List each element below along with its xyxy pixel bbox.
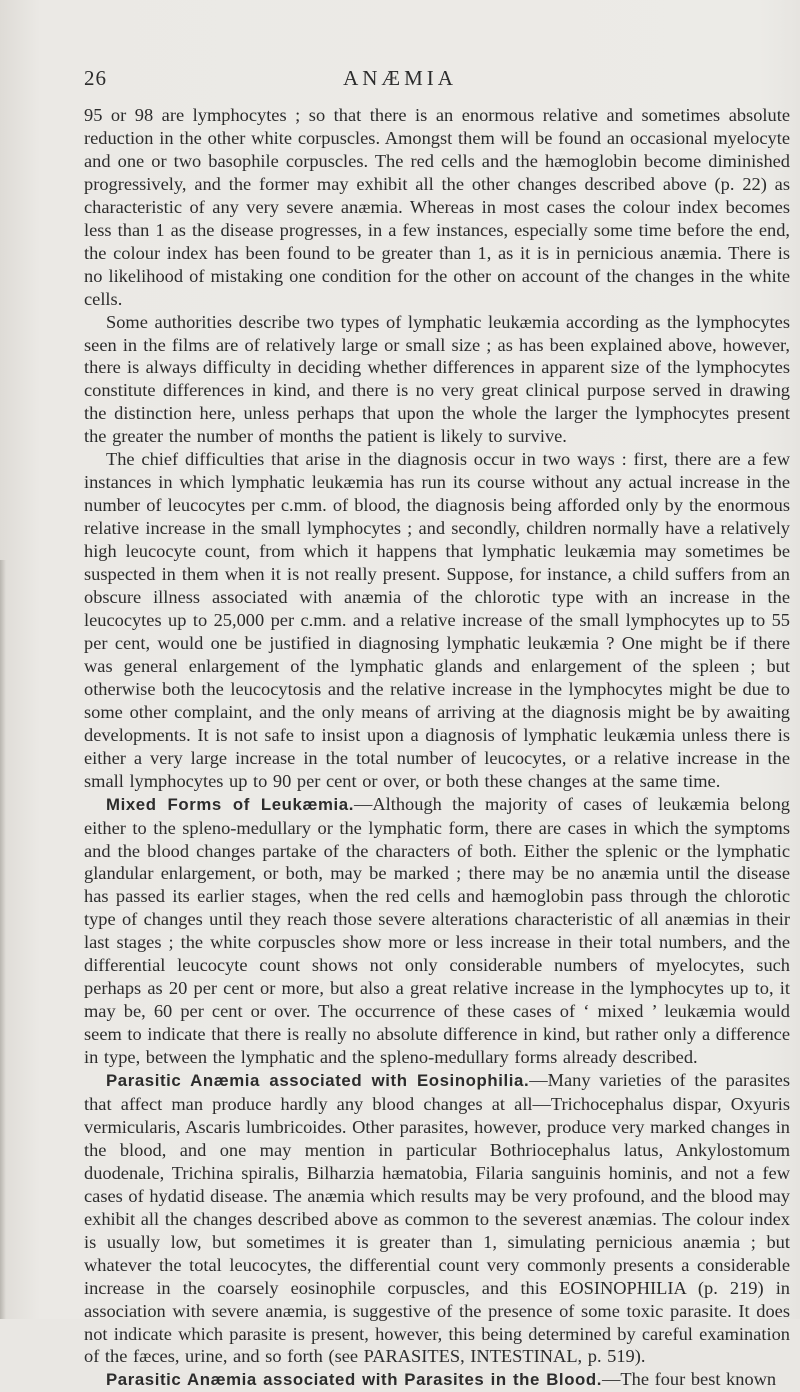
- running-head: ANÆMIA: [343, 66, 457, 90]
- section-heading: Parasitic Anæmia associated with Eosinophilia.: [106, 1071, 530, 1091]
- paragraph-diagnosis-difficulties: [84, 448, 790, 792]
- paragraph-text: Some authorities describe two types of lymphatic leukæmia according as the lymphocytes seen in the films are of relatively large or small size ; as has been explained above, however, there is always difficulty in deciding whether differences in apparent size of the lymphocytes constitute differences in kind, and there is no very great clinical purpose served in drawing the distinction here, unless perhaps that upon the whole the larger the lymphocytes present the greater the number of months the patient is likely to survive.: [84, 311, 790, 447]
- paragraph-text: 95 or 98 are lymphocytes ; so that there is an enormous relative and sometimes absolute reduction in the other white corpuscles. Amongst them will be found an occasional myelocyte and one or two basophile corpuscles. The red cells and the hæmoglobin become diminished progressively, and the former may exhibit all the other changes described above (p. 22) as characteristic of any very severe anæmia. Whereas in most cases the colour index becomes less than 1 as the disease progresses, in a few instances, especially some time before the end, the colour index has been found to be greater than 1, as it is in pernicious anæmia. There is no likelihood of mistaking one condition for the other on account of the changes in the white cells.: [84, 105, 790, 309]
- section-heading: Mixed Forms of Leukæmia.: [106, 794, 354, 814]
- paragraph-parasitic-blood: [84, 1368, 790, 1392]
- paragraph-parasitic-eosinophilia: [84, 1069, 790, 1368]
- page-number: 26: [84, 66, 107, 90]
- paragraph-text: —Although the majority of cases of leukæmia belong either to the spleno-medullary or the lymphatic form, there are cases in which the symptoms and the blood changes partake of the characters of both. Either the splenic or the lymphatic glandular enlargement, or both, may be marked ; there may be no anæmia until the disease has passed its earlier stages, when the red cells and hæmoglobin pass through the chlorotic type of changes until they reach those severe alterations characteristic of all anæmias in their last stages ; the white corpuscles show more or less increase in their total numbers, and the differential leucocyte count shows not only considerable numbers of myelocytes, such perhaps as 20 per cent or more, but also a great relative increase in the lymphocytes up to, it may be, 60 per cent or over. The occurrence of these cases of ‘ mixed ’ leukæmia would seem to indicate that there is really no absolute difference in kind, but rather only a difference in type, between the lymphatic and the spleno-medullary forms already described.: [84, 793, 790, 1068]
- body-text: [84, 104, 790, 1392]
- paragraph-lymphocyte-types: [84, 311, 790, 449]
- paragraph-text: —The four best known: [602, 1369, 777, 1390]
- section-heading: Parasitic Anæmia associated with Parasites in the Blood.: [106, 1370, 603, 1390]
- paragraph-text: The chief difficulties that arise in the diagnosis occur in two ways : first, there are a few instances in which lymphatic leukæmia has run its course without any actual increase in the number of leucocytes per c.mm. of blood, the diagnosis being afforded only by the enormous relative increase in the small lymphocytes ; and secondly, children normally have a relatively high leucocyte count, from which it happens that lymphatic leukæmia may sometimes be suspected in them when it is not really present. Suppose, for instance, a child suffers from an obscure illness associated with anæmia of the chlorotic type with an increase in the leucocytes up to 25,000 per c.mm. and a relative increase of the small lymphocytes up to 55 per cent, would one be justified in diagnosing lymphatic leukæmia ? One might be if there was general enlargement of the lymphatic glands and enlargement of the spleen ; but otherwise both the leucocytosis and the relative increase in the lymphocytes might be due to some other complaint, and the only means of arriving at the diagnosis might be by awaiting developments. It is not safe to insist upon a diagnosis of lymphatic leukæmia unless there is either a very large increase in the total number of leucocytes, or a relative increase in the small lymphocytes up to 90 per cent or over, or both these changes at the same time.: [84, 449, 790, 791]
- paragraph-text: —Many varieties of the parasites that affect man produce hardly any blood changes at all—Trichocephalus dispar, Oxyuris vermicularis, Ascaris lumbricoides. Other parasites, however, produce very marked changes in the blood, and one may mention in particular Bothriocephalus latus, Ankylostomum duodenale, Trichina spiralis, Bilharzia hæmatobia, Filaria sanguinis hominis, and not a few cases of hydatid disease. The anæmia which results may be very profound, and the blood may exhibit all the changes described above as common to the severest anæmias. The colour index is usually low, but sometimes it is greater than 1, simulating pernicious anæmia ; but whatever the total leucocytes, the differential count very commonly presents a considerable increase in the coarsely eosinophile corpuscles, and this EOSINOPHILIA (p. 219) in association with severe anæmia, is suggestive of the presence of some toxic parasite. It does not indicate which parasite is present, however, this being determined by careful examination of the fæces, urine, and so forth (see PARASITES, INTESTINAL, p. 519).: [84, 1070, 791, 1367]
- page-header: [84, 66, 716, 96]
- paragraph-mixed-forms: [84, 793, 790, 1069]
- page-gutter-shadow: [0, 560, 6, 1319]
- paragraph-continued: [84, 104, 790, 311]
